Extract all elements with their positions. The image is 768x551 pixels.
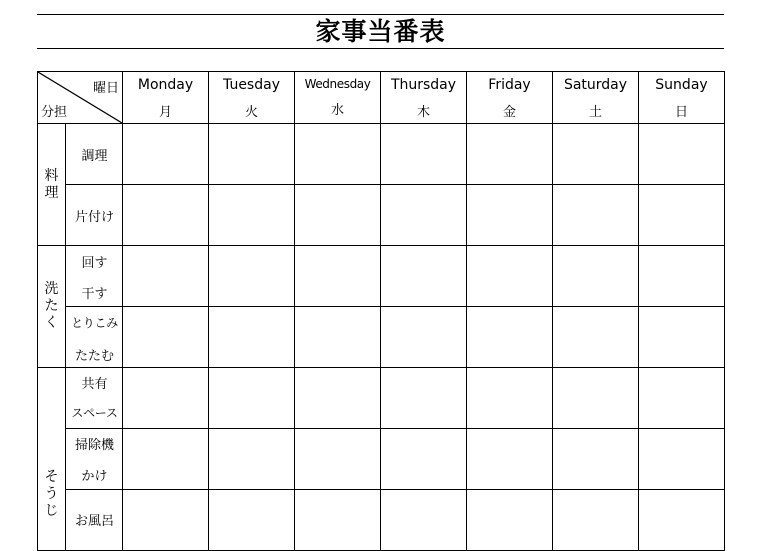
task-row-cook [38,124,725,185]
task-row-vacuum [38,429,725,490]
entry-cell[interactable] [639,307,725,368]
entry-cell[interactable] [381,429,467,490]
task-vacuum: 掃除機 かけ [66,429,123,490]
entry-cell[interactable] [209,368,295,429]
entry-cell[interactable] [639,185,725,246]
chore-table [37,71,725,551]
task-row-common-space [38,368,725,429]
day-header-tuesday [209,72,295,124]
task-takein-fold: とりこみ たたむ [66,307,123,368]
day-header-monday [123,72,209,124]
entry-cell[interactable] [295,185,381,246]
day-name-jp: 金 [502,105,516,120]
entry-cell[interactable] [123,307,209,368]
entry-cell[interactable] [467,124,553,185]
entry-cell[interactable] [209,307,295,368]
entry-cell[interactable] [209,185,295,246]
entry-cell[interactable] [639,429,725,490]
header-row [38,72,725,124]
entry-cell[interactable] [381,368,467,429]
entry-cell[interactable] [123,490,209,551]
task-bath: お風呂 [66,490,123,551]
entry-cell[interactable] [381,246,467,307]
day-header-wednesday [295,72,381,124]
day-name-jp: 月 [158,105,172,120]
day-name-jp: 水 [330,103,344,118]
entry-cell[interactable] [553,307,639,368]
entry-cell[interactable] [639,246,725,307]
entry-cell[interactable] [467,490,553,551]
day-name-en: Saturday [563,77,628,93]
day-name-en: Monday [137,77,194,93]
title-bottom-rule [37,48,724,49]
day-name-jp: 木 [416,105,430,120]
entry-cell[interactable] [295,307,381,368]
task-cleanup: 片付け [66,185,123,246]
entry-cell[interactable] [295,490,381,551]
day-name-en: Sunday [655,77,708,93]
entry-cell[interactable] [553,185,639,246]
day-name-jp: 土 [588,105,602,120]
entry-cell[interactable] [467,307,553,368]
day-header-friday [467,72,553,124]
entry-cell[interactable] [553,429,639,490]
task-wash-dry: 回す 干す [66,246,123,307]
entry-cell[interactable] [553,124,639,185]
day-name-en: Wednesday [304,77,371,91]
entry-cell[interactable] [553,368,639,429]
entry-cell[interactable] [209,124,295,185]
entry-cell[interactable] [381,185,467,246]
day-header-saturday [553,72,639,124]
entry-cell[interactable] [381,307,467,368]
category-cleaning: そ う じ [38,368,66,551]
task-common-space: 共有 スペース [66,368,123,429]
entry-cell[interactable] [553,490,639,551]
day-name-en: Friday [488,77,531,93]
task-row-takein-fold [38,307,725,368]
entry-cell[interactable] [639,368,725,429]
entry-cell[interactable] [123,185,209,246]
entry-cell[interactable] [123,246,209,307]
task-row-cleanup [38,185,725,246]
day-name-jp: 日 [674,105,688,120]
day-header-sunday [639,72,725,124]
task-row-wash-dry [38,246,725,307]
entry-cell[interactable] [123,124,209,185]
corner-cell [38,72,123,124]
entry-cell[interactable] [467,368,553,429]
entry-cell[interactable] [295,429,381,490]
entry-cell[interactable] [295,368,381,429]
entry-cell[interactable] [295,124,381,185]
entry-cell[interactable] [467,185,553,246]
entry-cell[interactable] [553,246,639,307]
entry-cell[interactable] [209,490,295,551]
entry-cell[interactable] [467,246,553,307]
day-name-en: Thursday [390,77,457,93]
day-name-jp: 火 [244,105,258,120]
entry-cell[interactable] [381,490,467,551]
entry-cell[interactable] [209,246,295,307]
entry-cell[interactable] [295,246,381,307]
entry-cell[interactable] [123,429,209,490]
task-cook: 調理 [66,124,123,185]
category-laundry: 洗 た く [38,246,66,368]
category-cooking: 料 理 [38,124,66,246]
day-name-en: Tuesday [223,77,280,93]
entry-cell[interactable] [467,429,553,490]
task-row-bath [38,490,725,551]
day-header-thursday [381,72,467,124]
entry-cell[interactable] [209,429,295,490]
corner-label-assignment: 分担 [41,105,68,120]
entry-cell[interactable] [381,124,467,185]
page-title: 家事当番表 [315,17,446,46]
entry-cell[interactable] [639,490,725,551]
entry-cell[interactable] [123,368,209,429]
entry-cell[interactable] [639,124,725,185]
corner-label-weekday: 曜日 [92,81,119,96]
